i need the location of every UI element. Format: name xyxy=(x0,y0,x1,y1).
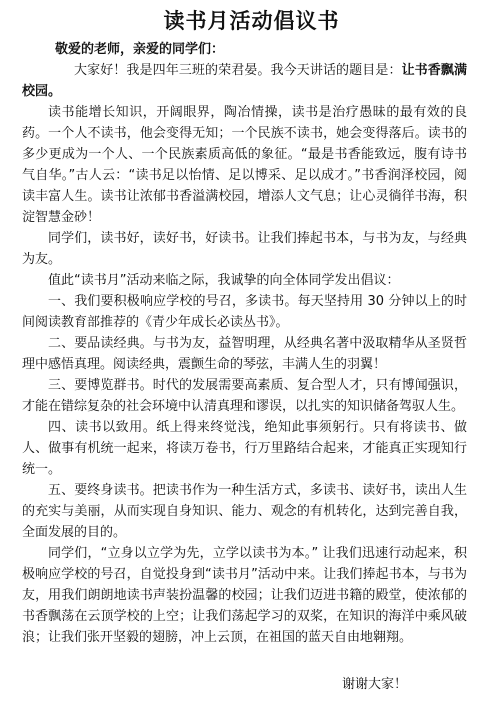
document-title: 读书月活动倡议书 xyxy=(163,9,340,33)
speech-topic: 让书香飘满校园。 xyxy=(22,63,467,99)
proposal-item-3: 三、要博览群书。时代的发展需要高素质、复合型人才，只有博闻强识，才能在错综复杂的社会环境中认清真理和谬误，以扎实的知识储备驾驭人生。 xyxy=(22,378,467,414)
closing-thanks: 谢谢大家！ xyxy=(341,677,407,692)
proposal-item-4: 四、读书以致用。纸上得来终觉浅，绝知此事须躬行。只有将读书、做人、做事有机统一起来，将读万卷书，行万里路结合起来，才能真正实现知行统一。 xyxy=(22,420,467,477)
intro-text: 大家好！我是四年三班的荣君晏。我今天讲话的题目是： xyxy=(74,63,402,78)
salutation: 敬爱的老师，亲爱的同学们： xyxy=(55,42,225,57)
paragraph-read-good-books: 同学们，读书好，读好书，好读书。让我们捧起书本，与书为友，与经典为友。 xyxy=(22,231,467,267)
paragraph-proposal-intro: 值此“读书月”活动来临之际，我诚挚的向全体同学发出倡议： xyxy=(48,273,400,288)
proposal-item-1: 一、我们要积极响应学校的号召，多读书。每天坚持用 30 分钟以上的时间阅读教育部推荐的《青少年成长必读丛书》。 xyxy=(22,294,467,330)
proposal-item-5: 五、要终身读书。把读书作为一种生活方式，多读书、读好书，读出人生的充实与美丽，从而实现自身知识、能力、观念的有机转化，达到完善自我，全面发展的目的。 xyxy=(22,483,467,540)
intro-paragraph xyxy=(22,60,467,102)
paragraph-reading-value: 读书能增长知识，开阔眼界，陶冶情操，读书是治疗愚昧的最有效的良药。一个人不读书，他会变得无知；一个民族不读书，她会变得落后。读书的多少更成为一个人、一个民族素质高低的象征。“最是书香能致远，腹有诗书气自华。”古人云：“读书足以怡情、足以博采、足以成才。”书香润泽校园，阅读丰富人生。读书让浓郁书香溢满校园，增添人文气息；让心灵徜徉书海，积淀智慧金砂！ xyxy=(22,105,467,225)
paragraph-call-to-action: 同学们，“立身以立学为先，立学以读书为本。” 让我们迅速行动起来，积极响应学校的号召，自觉投身到“读书月”活动中来。让我们捧起书本，与书为友，用我们朗朗地读书声装扮温馨的校园；让我们迈进书籍的殿堂，使浓郁的书香飘荡在云顶学校的上空；让我们荡起学习的双桨，在知识的海洋中乘风破浪；让我们张开坚毅的翅膀，冲上云顶，在祖国的蓝天自由地翱翔。 xyxy=(22,546,467,645)
proposal-item-2: 二、要品读经典。与书为友，益智明理，从经典名著中汲取精华从圣贤哲理中感悟真理。阅读经典，震颤生命的琴弦，丰满人生的羽翼！ xyxy=(22,336,467,372)
